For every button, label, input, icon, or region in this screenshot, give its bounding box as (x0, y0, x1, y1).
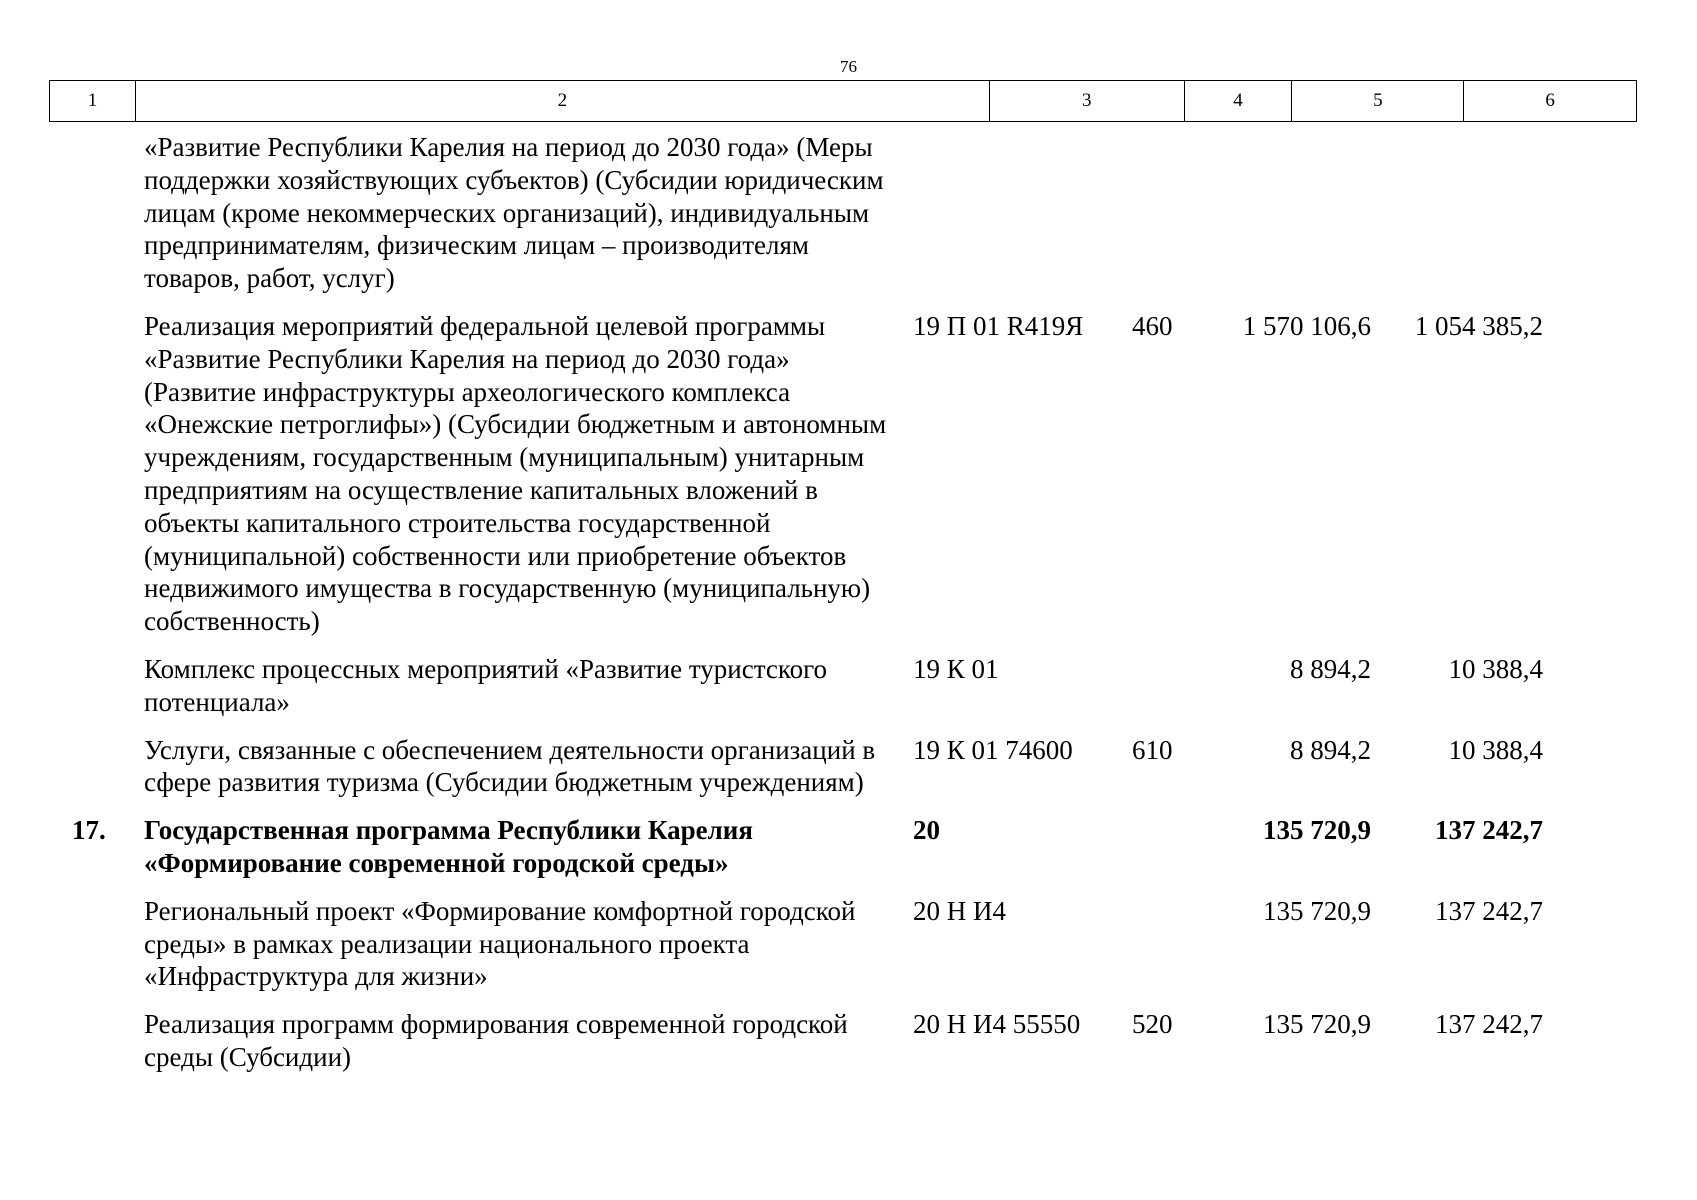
row-value-col5: 1 570 106,6 (1242, 310, 1371, 341)
row-expense-type (1099, 131, 1207, 295)
table-row (49, 310, 1637, 638)
row-description: «Развитие Республики Карелия на период до 2030 года» (Меры поддержки хозяйствующих субъектов) (Субсидии юридическим лицам (кроме некоммерческих организаций), индивидуальным предпринимателям, физическим лицам – производителям товаров, работ, услуг) (144, 132, 884, 294)
row-value-col6: 10 388,4 (1448, 653, 1543, 684)
row-value-col6: 137 242,7 (1435, 895, 1543, 926)
table-row-program (49, 814, 1637, 880)
row-value-col6 (1379, 131, 1551, 295)
row-code: 20 Н И4 55550 (913, 1009, 1081, 1040)
row-expense-type: 460 (1132, 310, 1173, 341)
header-col-2: 2 (136, 81, 990, 121)
row-expense-type (1099, 814, 1207, 880)
row-code: 20 Н И4 (913, 895, 1006, 926)
row-description: Реализация программ формирования современной городской среды (Субсидии) (144, 1009, 848, 1072)
row-value-col5 (1207, 131, 1379, 295)
row-value-col6: 137 242,7 (1435, 1009, 1543, 1040)
table-row (49, 131, 1637, 295)
header-col-6: 6 (1545, 90, 1555, 111)
row-code: 19 П 01 R419Я (913, 310, 1084, 341)
row-description: Реализация мероприятий федеральной целевой программы «Развитие Республики Карелия на период до 2030 года» (Развитие инфраструктуры археологического комплекса «Онежские петроглифы») (Субсидии бюджетным и автономным учреждениям, государственным (муниципальным) унитарным предприятиям на осуществление капитальных вложений в объекты капитального строительства государственной (муниципальной) собственности или приобретение объектов недвижимого имущества в государственную (муниципальную) собственность) (144, 310, 887, 637)
table-body (49, 131, 1637, 1089)
table-row (49, 653, 1637, 719)
row-description: Государственная программа Республики Карелия «Формирование современной городской среды» (144, 815, 753, 878)
row-expense-type (1099, 653, 1207, 719)
table-header (49, 80, 1637, 122)
row-description: Региональный проект «Формирование комфортной городской среды» в рамках реализации национального проекта «Инфраструктура для жизни» (144, 895, 856, 992)
row-value-col6: 1 054 385,2 (1414, 310, 1543, 341)
table-row (49, 734, 1637, 800)
row-expense-type: 520 (1132, 1009, 1173, 1040)
row-expense-type (1099, 895, 1207, 993)
row-description: Комплекс процессных мероприятий «Развитие туристского потенциала» (144, 653, 828, 717)
header-col-4: 4 (1185, 81, 1293, 121)
page-number: 76 (840, 57, 857, 76)
table-row (49, 1008, 1637, 1074)
row-value-col6: 137 242,7 (1435, 815, 1543, 846)
header-col-1: 1 (50, 81, 136, 121)
row-code (904, 131, 1099, 295)
row-code: 20 (913, 815, 940, 846)
header-col-5: 5 (1292, 81, 1464, 121)
row-number: 17. (72, 815, 106, 846)
row-value-col5: 8 894,2 (1290, 734, 1371, 765)
row-value-col5: 135 720,9 (1263, 1009, 1371, 1040)
row-code: 19 К 01 (913, 653, 999, 684)
row-description: Услуги, связанные с обеспечением деятельности организаций в сфере развития туризма (Субсидии бюджетным учреждениям) (144, 734, 876, 798)
table-row (49, 895, 1637, 993)
row-value-col5: 8 894,2 (1290, 653, 1371, 684)
row-expense-type: 610 (1132, 734, 1173, 765)
header-col-3: 3 (990, 81, 1185, 121)
row-value-col5: 135 720,9 (1263, 815, 1371, 846)
row-code: 19 К 01 74600 (913, 734, 1073, 765)
row-value-col5: 135 720,9 (1263, 895, 1371, 926)
row-value-col6: 10 388,4 (1448, 734, 1543, 765)
